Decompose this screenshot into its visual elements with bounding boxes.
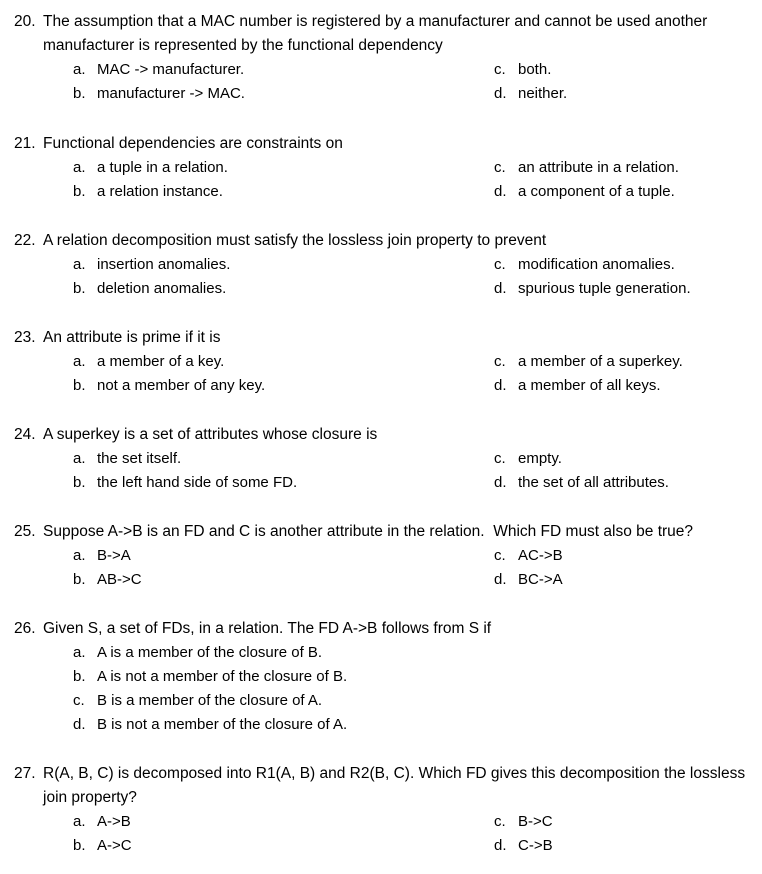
option-letter: a. — [73, 813, 86, 830]
question-stem — [0, 10, 762, 58]
question-number: 25. — [14, 523, 36, 540]
option-c — [494, 350, 683, 374]
option-text: A->C — [97, 837, 132, 854]
question-text: An attribute is prime if it is — [43, 329, 221, 346]
option-letter: c. — [494, 450, 506, 467]
question-21 — [0, 132, 762, 204]
option-text: both. — [518, 61, 552, 78]
options — [0, 641, 762, 737]
option-c — [494, 58, 551, 82]
option-letter: d. — [494, 85, 507, 102]
option-letter: d. — [494, 837, 507, 854]
question-number: 23. — [14, 329, 36, 346]
option-letter: d. — [494, 280, 507, 297]
option-c — [494, 447, 562, 471]
option-text: C->B — [518, 837, 553, 854]
question-23 — [0, 326, 762, 398]
options — [0, 253, 762, 301]
option-text: an attribute in a relation. — [518, 159, 679, 176]
question-stem — [0, 762, 762, 810]
option-letter: b. — [73, 571, 86, 588]
option-letter: b. — [73, 377, 86, 394]
options — [0, 447, 762, 495]
question-text: The assumption that a MAC number is registered by a manufacturer and cannot be used another manufacturer is represented by the functional dependency — [43, 13, 708, 54]
option-letter: c. — [494, 547, 506, 564]
option-letter: b. — [73, 474, 86, 491]
option-text: the left hand side of some FD. — [97, 474, 298, 491]
question-24 — [0, 423, 762, 495]
option-b — [73, 471, 297, 495]
option-b — [73, 374, 265, 398]
option-c — [494, 810, 553, 834]
question-22 — [0, 229, 762, 301]
option-a — [73, 447, 181, 471]
option-a — [73, 350, 224, 374]
option-letter: c. — [494, 813, 506, 830]
question-20 — [0, 10, 762, 106]
question-stem — [0, 617, 762, 641]
option-text: spurious tuple generation. — [518, 280, 691, 297]
option-text: A is not a member of the closure of B. — [97, 668, 348, 685]
option-letter: a. — [73, 450, 86, 467]
option-letter: c. — [73, 692, 85, 709]
option-letter: d. — [73, 716, 86, 733]
question-number: 27. — [14, 765, 36, 782]
question-text: Suppose A->B is an FD and C is another attribute in the relation. Which FD must also be true? — [43, 523, 694, 540]
option-text: neither. — [518, 85, 568, 102]
option-letter: b. — [73, 183, 86, 200]
question-text: Functional dependencies are constraints on — [43, 135, 343, 152]
options — [0, 544, 762, 592]
option-d — [73, 713, 347, 737]
option-text: BC->A — [518, 571, 563, 588]
option-c — [494, 544, 563, 568]
option-text: B is not a member of the closure of A. — [97, 716, 348, 733]
question-text: A superkey is a set of attributes whose closure is — [43, 426, 378, 443]
option-letter: c. — [494, 256, 506, 273]
option-text: B->A — [97, 547, 131, 564]
option-a — [73, 253, 230, 277]
option-letter: b. — [73, 85, 86, 102]
option-letter: c. — [494, 61, 506, 78]
question-stem — [0, 423, 762, 447]
option-d — [494, 82, 567, 106]
option-d — [494, 568, 563, 592]
option-c — [73, 689, 322, 713]
option-text: a component of a tuple. — [518, 183, 675, 200]
option-text: a relation instance. — [97, 183, 223, 200]
option-letter: d. — [494, 377, 507, 394]
option-text: not a member of any key. — [97, 377, 266, 394]
question-text: Given S, a set of FDs, in a relation. The FD A->B follows from S if — [43, 620, 492, 637]
option-letter: a. — [73, 159, 86, 176]
question-number: 26. — [14, 620, 36, 637]
options — [0, 810, 762, 858]
option-a — [73, 810, 131, 834]
option-d — [494, 471, 669, 495]
question-26 — [0, 617, 762, 737]
question-text: A relation decomposition must satisfy the lossless join property to prevent — [43, 232, 547, 249]
option-text: the set of all attributes. — [518, 474, 669, 491]
option-text: B is a member of the closure of A. — [97, 692, 323, 709]
option-text: deletion anomalies. — [97, 280, 227, 297]
options — [0, 58, 762, 106]
option-c — [494, 156, 679, 180]
option-b — [73, 82, 245, 106]
option-b — [73, 180, 223, 204]
option-text: AC->B — [518, 547, 563, 564]
question-number: 21. — [14, 135, 36, 152]
option-a — [73, 544, 131, 568]
question-number: 22. — [14, 232, 36, 249]
question-stem — [0, 132, 762, 156]
option-text: B->C — [518, 813, 553, 830]
option-b — [73, 568, 142, 592]
option-letter: a. — [73, 644, 86, 661]
option-text: a tuple in a relation. — [97, 159, 228, 176]
options — [0, 350, 762, 398]
option-letter: a. — [73, 547, 86, 564]
question-stem — [0, 229, 762, 253]
option-letter: c. — [494, 353, 506, 370]
option-text: A->B — [97, 813, 131, 830]
option-letter: a. — [73, 256, 86, 273]
option-letter: d. — [494, 571, 507, 588]
option-text: MAC -> manufacturer. — [97, 61, 245, 78]
option-text: empty. — [518, 450, 562, 467]
option-text: manufacturer -> MAC. — [97, 85, 245, 102]
question-27 — [0, 762, 762, 858]
option-d — [494, 180, 675, 204]
option-text: A is a member of the closure of B. — [97, 644, 323, 661]
question-stem — [0, 520, 762, 544]
option-d — [494, 834, 553, 858]
option-text: a member of a superkey. — [518, 353, 683, 370]
option-letter: b. — [73, 280, 86, 297]
question-number: 24. — [14, 426, 36, 443]
option-a — [73, 641, 322, 665]
option-a — [73, 156, 228, 180]
option-c — [494, 253, 675, 277]
option-letter: b. — [73, 837, 86, 854]
question-stem — [0, 326, 762, 350]
option-letter: b. — [73, 668, 86, 685]
option-d — [494, 374, 661, 398]
option-letter: a. — [73, 61, 86, 78]
option-letter: c. — [494, 159, 506, 176]
option-b — [73, 277, 226, 301]
option-text: AB->C — [97, 571, 142, 588]
option-text: insertion anomalies. — [97, 256, 231, 273]
option-letter: a. — [73, 353, 86, 370]
option-text: modification anomalies. — [518, 256, 675, 273]
option-b — [73, 834, 132, 858]
option-text: a member of a key. — [97, 353, 225, 370]
option-d — [494, 277, 691, 301]
option-a — [73, 58, 244, 82]
option-letter: d. — [494, 474, 507, 491]
option-text: a member of all keys. — [518, 377, 661, 394]
option-text: the set itself. — [97, 450, 182, 467]
option-b — [73, 665, 347, 689]
question-25 — [0, 520, 762, 592]
options — [0, 156, 762, 204]
question-text: R(A, B, C) is decomposed into R1(A, B) and R2(B, C). Which FD gives this decomposition the lossless join property? — [43, 765, 746, 806]
question-number: 20. — [14, 13, 36, 30]
option-letter: d. — [494, 183, 507, 200]
